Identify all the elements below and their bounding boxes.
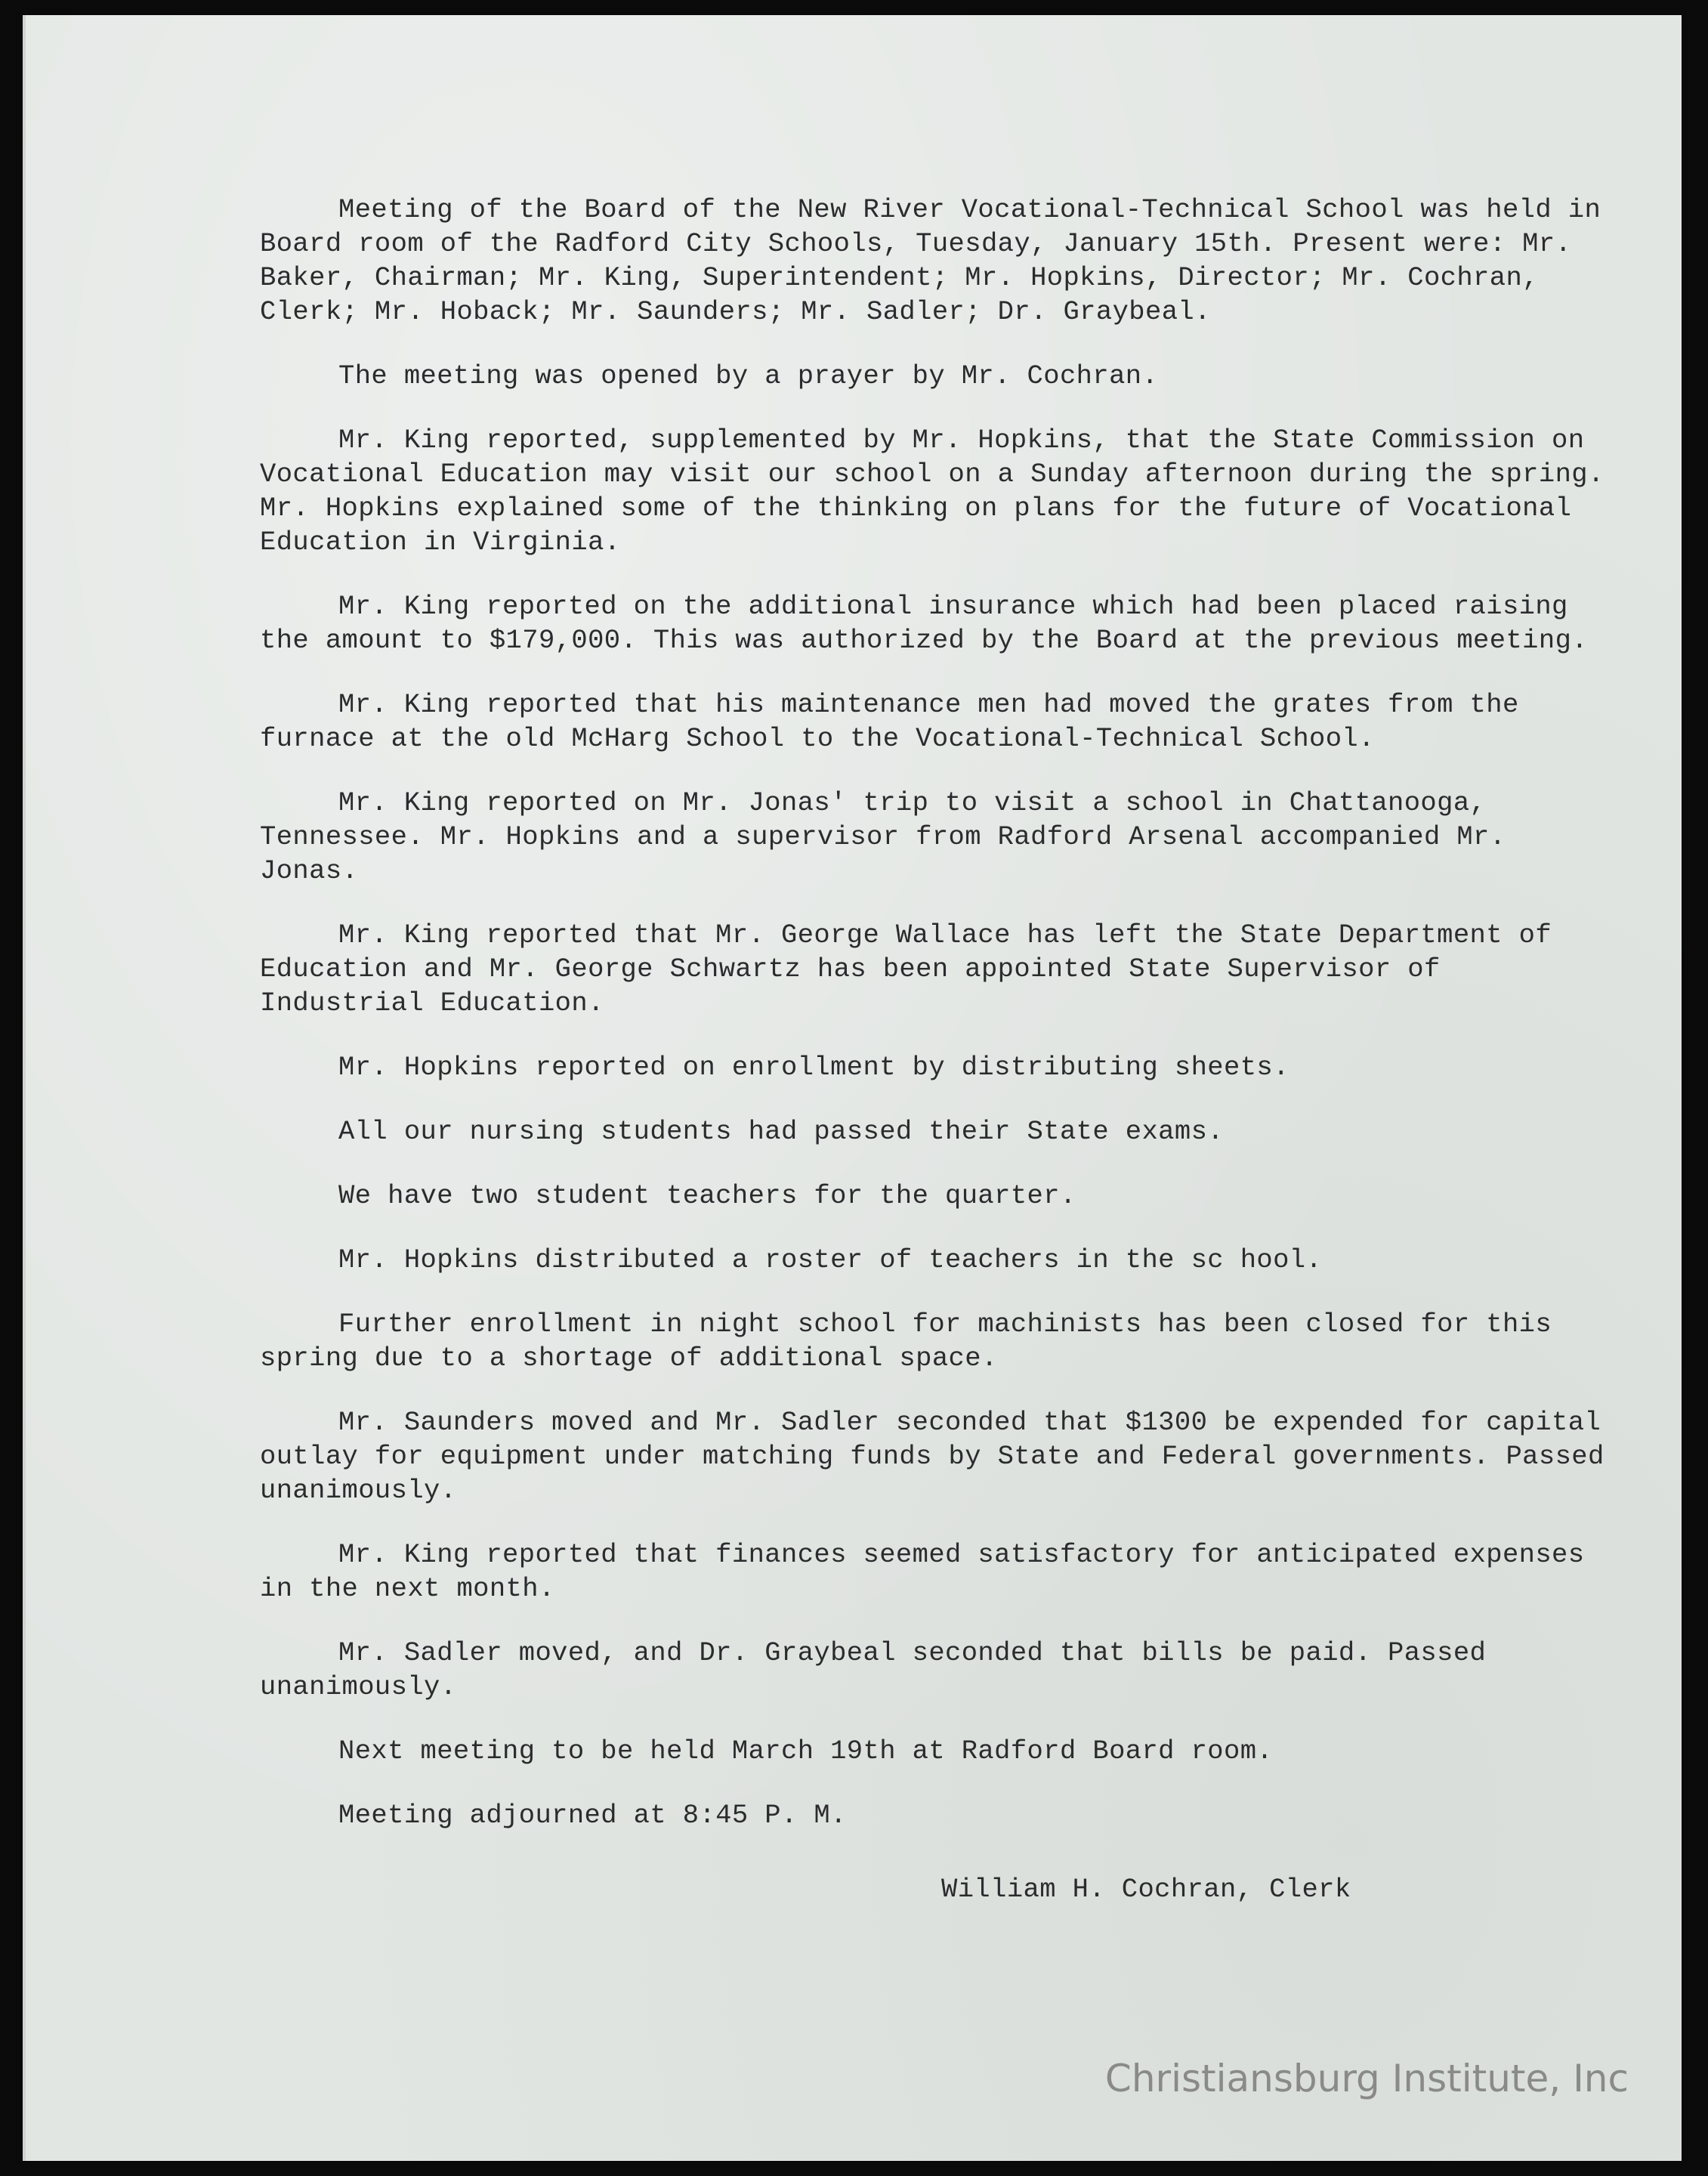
paragraph-prayer: The meeting was opened by a prayer by Mr. Cochran. xyxy=(338,360,1159,391)
paragraph-state-commission: Mr. King reported, supplemented by Mr. Hopkins, that the State Commission on Vocational Education may visit our school on a Sunday afternoon during the spring. Mr. Hopkins explained some of the thinking on plans for the future of Vocational Education in Virginia. xyxy=(260,425,1605,558)
clerk-signature: William H. Cochran, Clerk xyxy=(941,1874,1351,1905)
paragraph-finances: Mr. King reported that finances seemed satisfactory for anticipated expenses in the next month. xyxy=(260,1539,1585,1604)
paragraph-bills: Mr. Sadler moved, and Dr. Graybeal seconded that bills be paid. Passed unanimously. xyxy=(260,1637,1487,1702)
paragraph-attendance: Meeting of the Board of the New River Vocational-Technical School was held in Board room of the Radford City Schools, Tuesday, January 15th. Present were: Mr. Baker, Chairman; Mr. King, Superintendent; Mr. Hopkins, Director; Mr. Cochran, Clerk; Mr. Hoback; Mr. Saunders; Mr. Sadler; Dr. Graybeal. xyxy=(260,194,1601,327)
paragraph-enrollment: Mr. Hopkins reported on enrollment by distributing sheets. xyxy=(338,1052,1289,1083)
paragraph-state-supervisor: Mr. King reported that Mr. George Wallace has left the State Department of Education and Mr. George Schwartz has been appointed State Supervisor of Industrial Education. xyxy=(260,920,1552,1018)
paragraph-student-teachers: We have two student teachers for the quarter. xyxy=(338,1180,1076,1211)
watermark: Christiansburg Institute, Inc xyxy=(1104,2057,1629,2100)
paragraph-next-meeting: Next meeting to be held March 19th at Radford Board room. xyxy=(338,1736,1274,1766)
paragraph-night-school: Further enrollment in night school for machinists has been closed for this spring due to a shortage of additional space. xyxy=(260,1309,1552,1374)
paragraph-capital-outlay: Mr. Saunders moved and Mr. Sadler seconded that $1300 be expended for capital outlay for equipment under matching funds by State and Federal governments. Passed unanimously. xyxy=(260,1407,1605,1506)
paragraph-insurance: Mr. King reported on the additional insurance which had been placed raising the amount to $179,000. This was authorized by the Board at the previous meeting. xyxy=(260,591,1588,656)
paragraph-roster: Mr. Hopkins distributed a roster of teachers in the sc hool. xyxy=(338,1244,1323,1275)
paragraph-chattanooga-trip: Mr. King reported on Mr. Jonas' trip to visit a school in Chattanooga, Tennessee. Mr. Hopkins and a supervisor from Radford Arsenal accompanied Mr. Jonas. xyxy=(260,787,1506,886)
page-edge xyxy=(23,15,26,2161)
paragraph-nursing-exams: All our nursing students had passed their State exams. xyxy=(338,1116,1224,1147)
paragraph-grates: Mr. King reported that his maintenance men had moved the grates from the furnace at the old McHarg School to the Vocational-Technical School. xyxy=(260,689,1519,754)
paragraph-adjourned: Meeting adjourned at 8:45 P. M. xyxy=(338,1800,847,1831)
minutes-body xyxy=(260,193,1605,1862)
